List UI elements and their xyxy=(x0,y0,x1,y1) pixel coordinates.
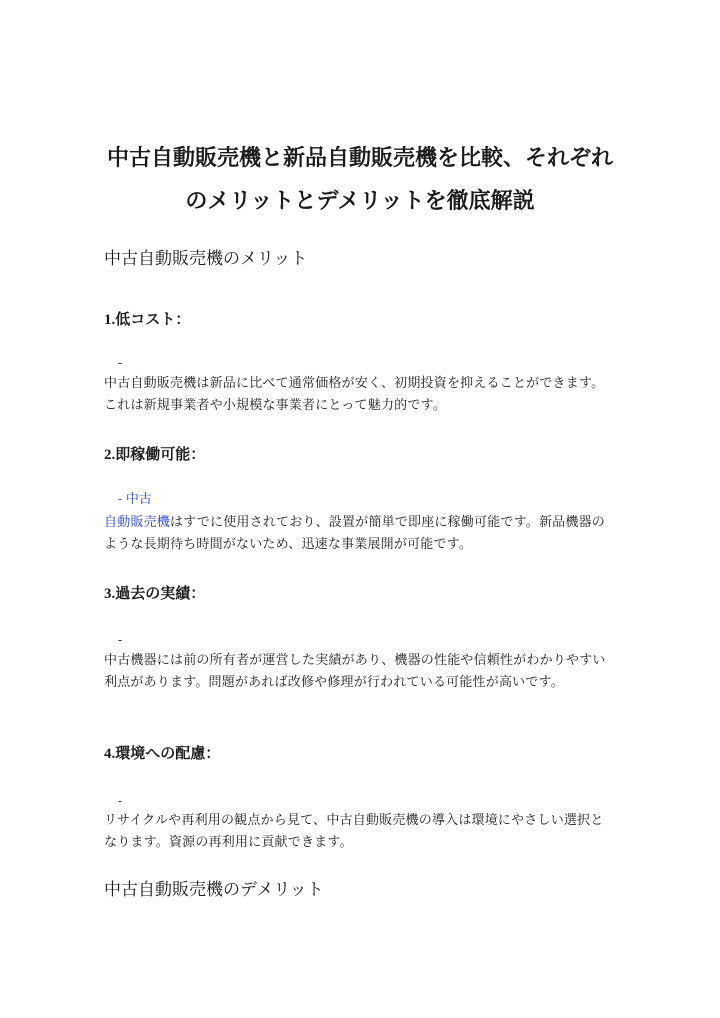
item-2-heading xyxy=(104,443,205,466)
item-2-link-top[interactable]: 中古 xyxy=(125,492,152,507)
item-3-bullet: - xyxy=(118,633,123,647)
item-2-bullet-line xyxy=(118,491,152,508)
document-title-line-2: のメリットとデメリットを徹底解説 xyxy=(185,188,535,214)
item-3-number: 3. xyxy=(104,586,116,602)
item-2-number: 2. xyxy=(104,447,116,463)
item-4-heading xyxy=(104,742,220,765)
item-4-text: リサイクルや再利用の観点から見て、中古自動販売機の導入は環境にやさしい選択となります。資源の再利用に貢献できます。 xyxy=(104,813,604,850)
item-2-text-body: はすでに使用されており、設置が簡単で即座に稼働可能です。新品機器のような長期待ち時間がないため、迅速な事業展開が可能です。 xyxy=(104,515,605,552)
document-title-line-1: 中古自動販売機と新品自動販売機を比較、それぞれ xyxy=(106,145,613,171)
item-2-text xyxy=(104,512,616,556)
merits-section-heading: 中古自動販売機のメリット xyxy=(104,249,308,269)
item-4-label: 環境への配慮： xyxy=(115,744,221,762)
item-1-label: 低コスト： xyxy=(115,310,191,328)
item-4-bullet: - xyxy=(118,794,123,808)
item-3-label: 過去の実績： xyxy=(115,584,206,602)
item-2-bullet: - xyxy=(118,492,123,506)
item-1-number: 1. xyxy=(104,312,116,328)
item-2-label: 即稼働可能： xyxy=(115,445,206,463)
item-2-link-bottom[interactable]: 自動販売機 xyxy=(104,515,171,530)
item-3-heading xyxy=(104,582,205,605)
item-1-text: 中古自動販売機は新品に比べて通常価格が安く、初期投資を抑えることができます。これは新規事業者や小規模な事業者にとって魅力的です。 xyxy=(104,376,605,413)
item-1-bullet: - xyxy=(118,356,123,370)
demerits-section-heading: 中古自動販売機のデメリット xyxy=(104,880,324,900)
item-3-text: 中古機器には前の所有者が運営した実績があり、機器の性能や信頼性がわかりやすい利点があります。問題があれば改修や修理が行われている可能性が高いです。 xyxy=(104,653,606,690)
item-4-number: 4. xyxy=(104,746,116,762)
item-1-heading xyxy=(104,308,190,331)
